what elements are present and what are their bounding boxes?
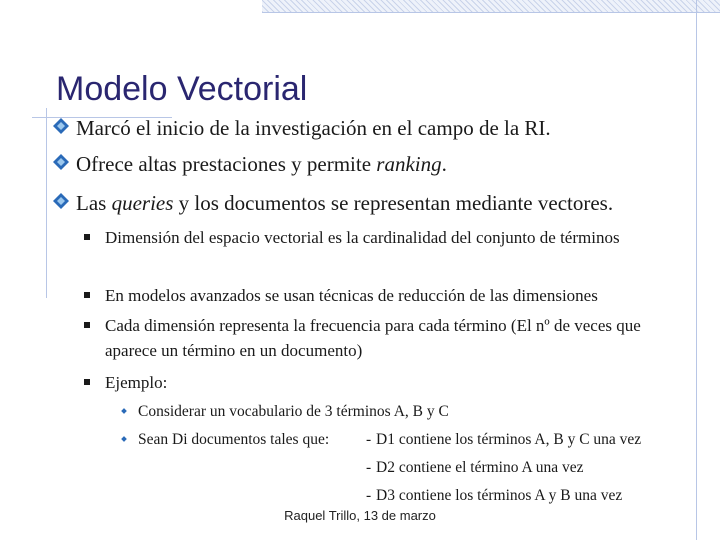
- decorative-line: [262, 12, 720, 13]
- diamond-bullet-icon: [52, 153, 70, 171]
- decorative-line: [696, 0, 697, 540]
- slide-title: Modelo Vectorial: [56, 70, 308, 108]
- square-bullet-icon: [84, 379, 90, 385]
- list-dash: -: [366, 431, 372, 448]
- doc-description: D3 contiene los términos A y B una vez: [376, 487, 623, 504]
- bullet-text: Ofrece altas prestaciones y permite ranking.: [76, 152, 447, 176]
- doc-description: D2 contiene el término A una vez: [376, 459, 584, 476]
- emphasis-text: ranking: [376, 152, 442, 176]
- example-text: Considerar un vocabulario de 3 términos A, B y C: [138, 403, 449, 420]
- square-bullet-icon: [84, 322, 90, 328]
- bullet-text: Marcó el inicio de la investigación en el campo de la RI.: [76, 116, 551, 140]
- sub-bullet-text: Cada dimensión representa la frecuencia para cada término (El nº de veces que aparece un término en un documento): [105, 316, 641, 360]
- sub-bullet-text: Dimensión del espacio vectorial es la cardinalidad del conjunto de términos: [105, 228, 620, 247]
- square-bullet-icon: [84, 234, 90, 240]
- diamond-bullet-icon: [121, 408, 127, 414]
- slide-footer: Raquel Trillo, 13 de marzo: [284, 508, 436, 523]
- sub-bullet-text: En modelos avanzados se usan técnicas de reducción de las dimensiones: [105, 286, 598, 305]
- header-pattern-bar: [262, 0, 720, 12]
- diamond-bullet-icon: [52, 192, 70, 210]
- sub-bullet-text: Ejemplo:: [105, 373, 168, 392]
- diamond-bullet-icon: [52, 117, 70, 135]
- example-text: Sean Di documentos tales que:: [138, 431, 330, 448]
- decorative-line: [46, 108, 47, 298]
- list-dash: -: [366, 487, 372, 504]
- square-bullet-icon: [84, 292, 90, 298]
- diamond-bullet-icon: [121, 436, 127, 442]
- doc-description: D1 contiene los términos A, B y C una vez: [376, 431, 642, 448]
- bullet-text: Las queries y los documentos se representan mediante vectores.: [76, 191, 614, 215]
- emphasis-text: queries: [111, 191, 174, 215]
- list-dash: -: [366, 459, 372, 476]
